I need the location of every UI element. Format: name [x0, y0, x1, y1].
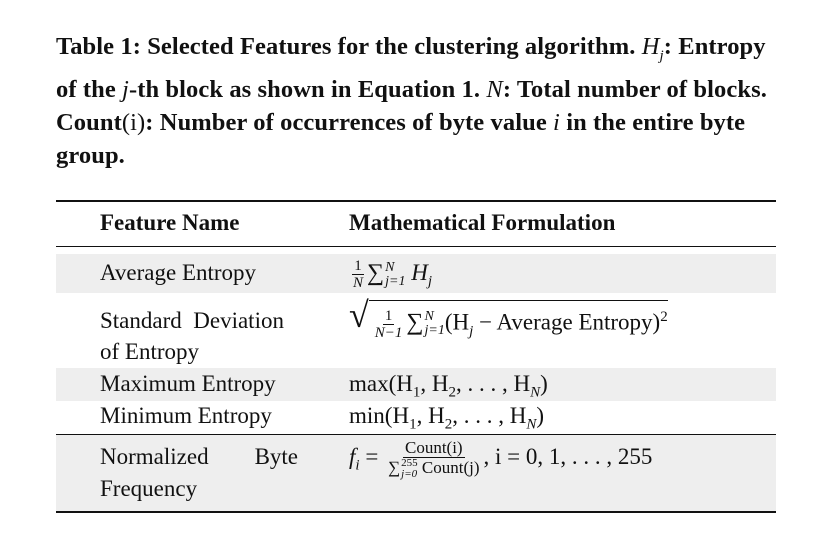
- sqrt-icon: √: [349, 295, 369, 335]
- caption-label: Table 1: Selected Features for the clustering algorithm.: [56, 33, 636, 60]
- caption-hj-text: : Entropy of the: [56, 33, 766, 103]
- row-minimum-entropy-formula: $\min(H_1$, $H_2$, . . . , $H_N$): [349, 403, 544, 433]
- row-average-entropy-name: Average Entropy: [100, 260, 257, 285]
- table-caption: [56, 30, 778, 172]
- caption-end-text: in the entire byte group.: [56, 108, 746, 169]
- caption-j-symbol: j: [122, 75, 129, 103]
- row-normalized-byte-frequency-formula: $f_i$ = Count(i) ∑ 255 j=0 Count(j) , i = 0, 1, . . . , 255: [349, 437, 653, 480]
- header-rule: [56, 246, 776, 247]
- header-math-formulation: Mathematical Formulation: [349, 210, 616, 235]
- top-rule: [56, 200, 776, 202]
- caption-n-symbol: N: [486, 75, 503, 103]
- caption-hj-subscript: j: [659, 47, 664, 64]
- caption-n-text: : Total number of blocks.: [502, 75, 767, 103]
- caption-count-arg: (i): [121, 108, 146, 136]
- caption-i-symbol: i: [553, 108, 560, 136]
- row-normalized-byte-frequency-name-line2: Frequency: [100, 476, 198, 501]
- row-average-entropy-formula: $\frac{1}{N}$ ∑ N j=1 $H_j$: [353, 258, 433, 292]
- row-normalized-byte-frequency-name-line1: Normalized Byte: [100, 444, 299, 469]
- caption-count-word: Count: [56, 108, 122, 136]
- row-std-deviation-formula: √ $\frac{1}{N-1}$ ∑ N j=1 ($H_j$ − Average Entropy)$^2$: [349, 300, 668, 347]
- bottom-rule: [56, 511, 776, 513]
- row-maximum-entropy-name: Maximum Entropy: [100, 371, 276, 396]
- caption-hj-symbol: H: [641, 33, 660, 60]
- avg-sum-symbol: ∑: [367, 260, 385, 286]
- row-std-deviation-name-line1: Standard Deviation: [100, 308, 284, 333]
- row-std-deviation-name-line2: of Entropy: [100, 339, 200, 364]
- header-feature-name: Feature Name: [100, 210, 240, 235]
- row-minimum-entropy-name: Minimum Entropy: [100, 403, 272, 428]
- caption-count-text: : Number of occurrences of byte value: [145, 108, 554, 136]
- row-maximum-entropy-formula: $\max(H_1$, $H_2$, . . . , $H_N$): [349, 371, 548, 401]
- avg-fraction: $\frac{1}{N}$: [353, 258, 364, 292]
- caption-j-text: -th block as shown in Equation 1.: [128, 75, 487, 103]
